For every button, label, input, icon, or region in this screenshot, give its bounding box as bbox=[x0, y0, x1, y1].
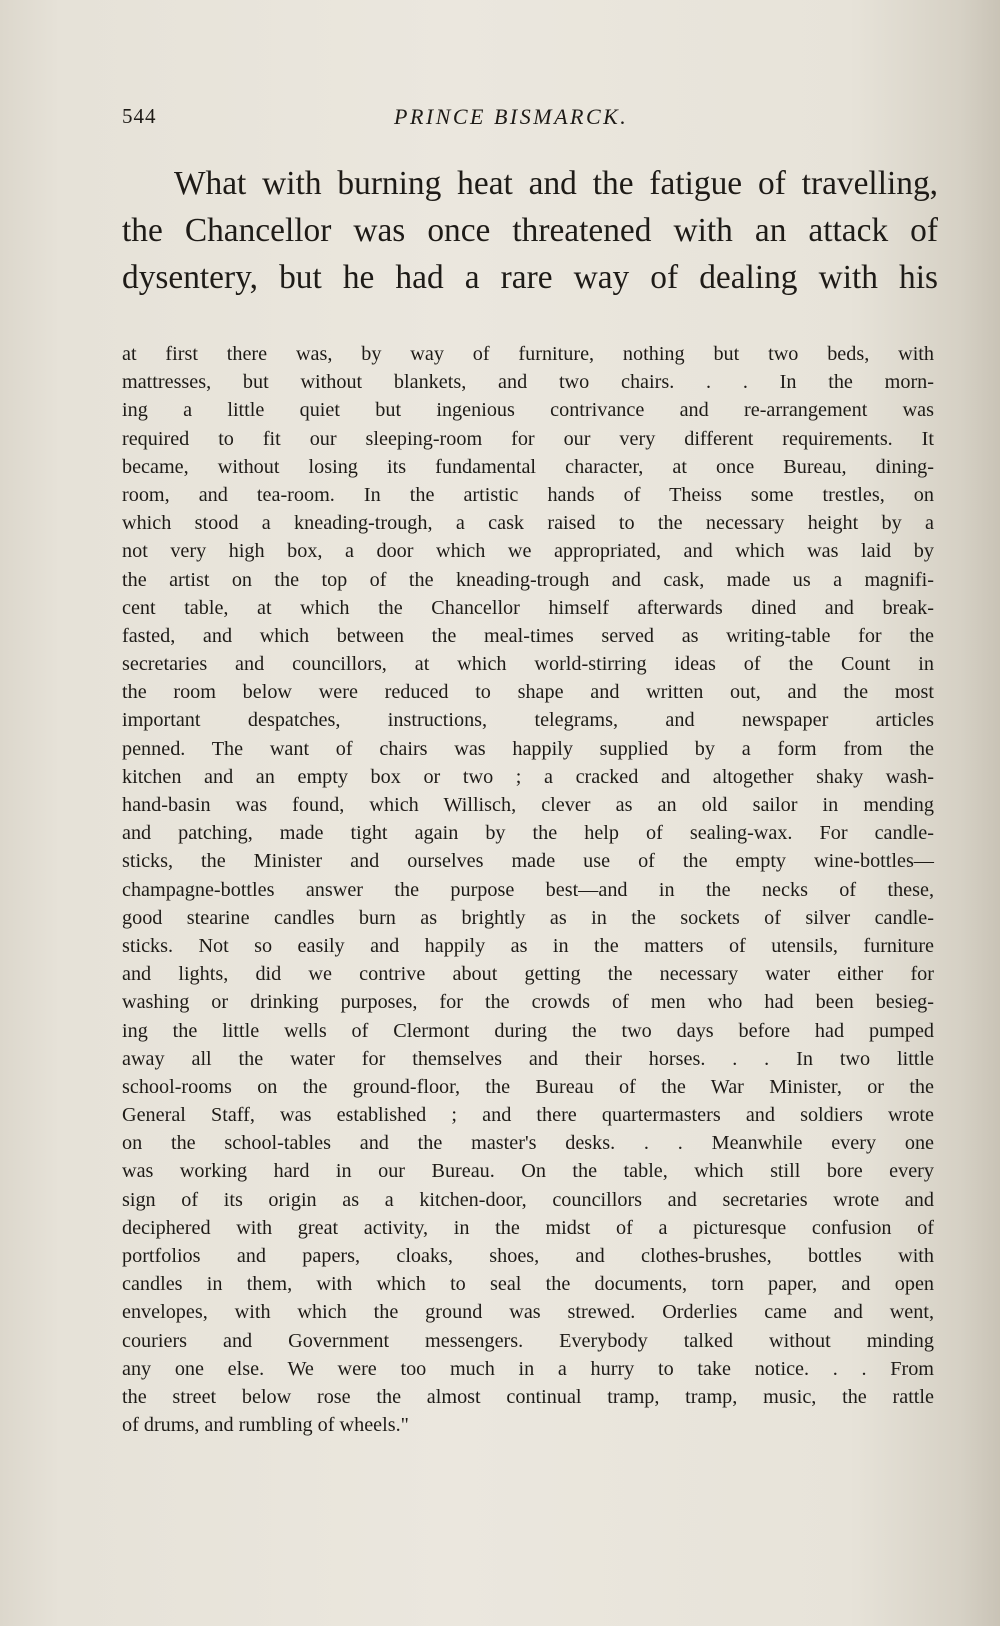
quote-line: at first there was, by way of furniture, nothing but two beds, with bbox=[122, 343, 934, 365]
quote-line: on the school-tables and the master's desks. . . Meanwhile every one bbox=[122, 1132, 934, 1155]
quote-line: of drums, and rumbling of wheels." bbox=[122, 1414, 409, 1437]
lead-paragraph bbox=[122, 160, 938, 301]
quote-line: away all the water for themselves and their horses. . . In two little bbox=[122, 1047, 934, 1070]
quoted-passage bbox=[122, 340, 934, 1439]
quote-line: not very high box, a door which we appropriated, and which was laid by bbox=[122, 540, 934, 563]
quote-line: and patching, made tight again by the help of sealing-wax. For candle- bbox=[122, 822, 934, 845]
running-title: PRINCE BISMARCK. bbox=[394, 104, 629, 129]
quote-line: good stearine candles burn as brightly as in the sockets of silver candle- bbox=[122, 906, 934, 929]
quote-line: General Staff, was established ; and there quartermasters and soldiers wrote bbox=[122, 1104, 934, 1127]
quote-line: mattresses, but without blankets, and two chairs. . . In the morn- bbox=[122, 371, 934, 394]
quote-line: deciphered with great activity, in the midst of a picturesque confusion of bbox=[122, 1216, 934, 1239]
quote-line: washing or drinking purposes, for the crowds of men who had been besieg- bbox=[122, 991, 934, 1014]
lead-line: What with burning heat and the fatigue of travelling, bbox=[174, 165, 938, 202]
quote-line: fasted, and which between the meal-times served as writing-table for the bbox=[122, 624, 934, 647]
quote-line: the artist on the top of the kneading-trough and cask, made us a magnifi- bbox=[122, 568, 934, 591]
quote-line: sticks. Not so easily and happily as in the matters of utensils, furniture bbox=[122, 934, 934, 957]
quote-line: envelopes, with which the ground was strewed. Orderlies came and went, bbox=[122, 1301, 934, 1324]
quote-line: required to fit our sleeping-room for our very different requirements. It bbox=[122, 427, 934, 450]
page-number: 544 bbox=[122, 104, 157, 128]
quote-line: portfolios and papers, cloaks, shoes, and clothes-brushes, bottles with bbox=[122, 1245, 934, 1267]
lead-line: the Chancellor was once threatened with an attack of bbox=[122, 212, 938, 249]
quote-line: couriers and Government messengers. Everybody talked without minding bbox=[122, 1329, 934, 1352]
quote-line: kitchen and an empty box or two ; a cracked and altogether shaky wash- bbox=[122, 765, 934, 788]
quote-line: important despatches, instructions, telegrams, and newspaper articles bbox=[122, 709, 934, 732]
quote-line: cent table, at which the Chancellor himself afterwards dined and break- bbox=[122, 596, 934, 619]
quote-line: the room below were reduced to shape and written out, and the most bbox=[122, 681, 934, 704]
quote-line: sticks, the Minister and ourselves made use of the empty wine-bottles— bbox=[122, 850, 934, 873]
quote-line: ing a little quiet but ingenious contrivance and re-arrangement was bbox=[122, 399, 934, 422]
quote-line: sign of its origin as a kitchen-door, councillors and secretaries wrote and bbox=[122, 1188, 934, 1211]
quote-line: hand-basin was found, which Willisch, clever as an old sailor in mending bbox=[122, 794, 934, 816]
quote-line: became, without losing its fundamental character, at once Bureau, dining- bbox=[122, 455, 934, 478]
quote-line: room, and tea-room. In the artistic hands of Theiss some trestles, on bbox=[122, 483, 934, 506]
page-header bbox=[122, 104, 922, 138]
quote-line: candles in them, with which to seal the documents, torn paper, and open bbox=[122, 1273, 934, 1296]
quote-line: which stood a kneading-trough, a cask raised to the necessary height by a bbox=[122, 512, 934, 535]
quote-line: the street below rose the almost continual tramp, tramp, music, the rattle bbox=[122, 1385, 934, 1408]
quote-line: secretaries and councillors, at which world-stirring ideas of the Count in bbox=[122, 653, 934, 676]
quote-line: was working hard in our Bureau. On the table, which still bore every bbox=[122, 1160, 934, 1183]
quote-line: school-rooms on the ground-floor, the Bureau of the War Minister, or the bbox=[122, 1075, 934, 1098]
quote-line: penned. The want of chairs was happily supplied by a form from the bbox=[122, 737, 934, 760]
quote-line: champagne-bottles answer the purpose best—and in the necks of these, bbox=[122, 878, 934, 901]
quote-line: any one else. We were too much in a hurry to take notice. . . From bbox=[122, 1357, 934, 1380]
quote-line: ing the little wells of Clermont during the two days before had pumped bbox=[122, 1019, 934, 1042]
lead-line: dysentery, but he had a rare way of dealing with his bbox=[122, 259, 938, 296]
quote-line: and lights, did we contrive about getting the necessary water either for bbox=[122, 963, 934, 986]
